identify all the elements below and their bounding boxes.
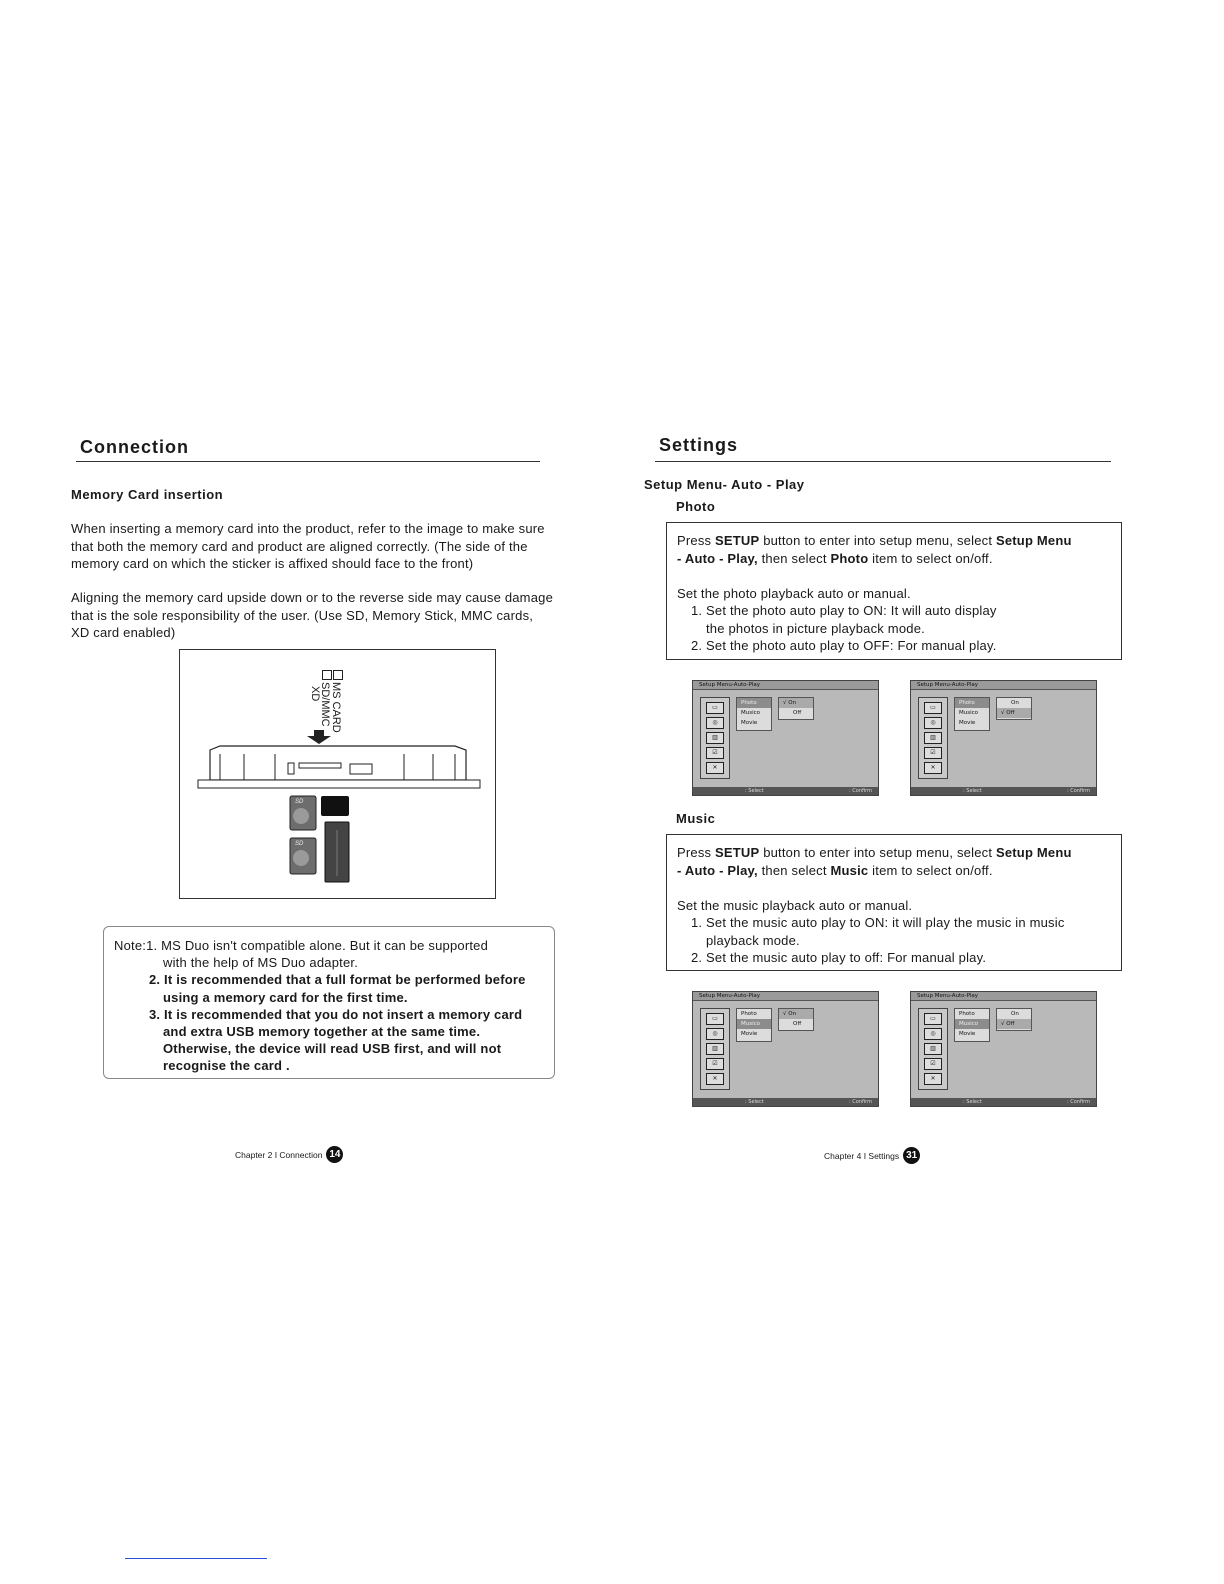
para-line: When inserting a memory card into the product, refer to the image to make sure <box>71 521 545 536</box>
card-sticker-label: SD <box>295 799 304 805</box>
note-line: using a memory card for the first time. <box>163 989 408 1005</box>
warning-paragraph <box>71 589 553 642</box>
card-sticker-label: SD <box>295 841 304 847</box>
title-rule <box>76 461 540 462</box>
note-line: 2. It is recommended that a full format be performed before <box>149 972 526 988</box>
footer-chapter: Chapter 4 I Settings <box>824 1150 900 1161</box>
setup-autoplay-subtitle: Setup Menu- Auto - Play <box>644 477 805 492</box>
music-instructions-box: Press SETUP button to enter into setup menu, select Setup Menu - Auto - Play, then select Music item to select on/off. Set the music playback auto or manual. 1. Set the music auto play to ON: it will play the music in music playback mode. 2. Set the music auto play to off: For manual play. <box>666 834 1122 971</box>
para-line: memory card on which the sticker is affixed should face to the front) <box>71 556 474 571</box>
note-box <box>103 926 555 1079</box>
note-line: recognise the card . <box>163 1058 290 1074</box>
photo-off-screen: Setup Menu-Auto-Play ▭ ◎ ▥ ☑ ✕ Photo Musico Movie On √ Off : Select : Confirm <box>910 680 1097 796</box>
page-number: 31 <box>903 1147 920 1164</box>
footer-chapter: Chapter 2 I Connection <box>235 1149 323 1160</box>
insertion-paragraph <box>71 520 545 573</box>
note-line: Otherwise, the device will read USB first, and will not <box>163 1041 502 1057</box>
para-line: that both the memory card and product are aligned correctly. (The side of the <box>71 538 528 554</box>
page-number: 14 <box>326 1146 343 1163</box>
note-line: Note:1. MS Duo isn't compatible alone. But it can be supported <box>114 938 489 953</box>
para-line: Aligning the memory card upside down or to the reverse side may cause damage <box>71 590 554 605</box>
para-line: XD card enabled) <box>71 625 176 640</box>
para-line: that is the sole responsibility of the user. (Use SD, Memory Stick, MMC cards, <box>71 607 534 623</box>
title-rule <box>655 461 1111 462</box>
memory-card-subtitle: Memory Card insertion <box>71 487 224 502</box>
photo-on-screen: Setup Menu-Auto-Play ▭ ◎ ▥ ☑ ✕ Photo Musico Movie √ On Off : Select : Confirm <box>692 680 879 796</box>
music-off-screen: Setup Menu-Auto-Play ▭ ◎ ▥ ☑ ✕ Photo Musico Movie On √ Off : Select : Confirm <box>910 991 1097 1107</box>
settings-title: Settings <box>659 435 739 455</box>
note-line: and extra USB memory together at the same time. <box>163 1024 481 1040</box>
music-on-screen: Setup Menu-Auto-Play ▭ ◎ ▥ ☑ ✕ Photo Musico Movie √ On Off : Select : Confirm <box>692 991 879 1107</box>
xd-card-icon <box>321 796 349 816</box>
left-footer <box>235 1146 343 1163</box>
music-heading: Music <box>676 811 716 826</box>
memory-stick-icon <box>325 822 349 882</box>
note-line: with the help of MS Duo adapter. <box>163 955 359 971</box>
photo-instructions-box: Press SETUP button to enter into setup menu, select Setup Menu - Auto - Play, then select Photo item to select on/off. Set the photo playback auto or manual. 1. Set the photo auto play to ON: It will auto display the photos in picture playback mode. 2. Set the photo auto play to OFF: For manual play. <box>666 522 1122 660</box>
footer-link-underline <box>125 1558 267 1559</box>
right-footer <box>824 1147 920 1164</box>
photo-heading: Photo <box>676 499 716 514</box>
card-insertion-diagram: MS CARD SD/MMC XD SD SD <box>179 649 496 899</box>
connection-title: Connection <box>80 437 189 457</box>
note-line: 3. It is recommended that you do not insert a memory card <box>149 1006 523 1022</box>
